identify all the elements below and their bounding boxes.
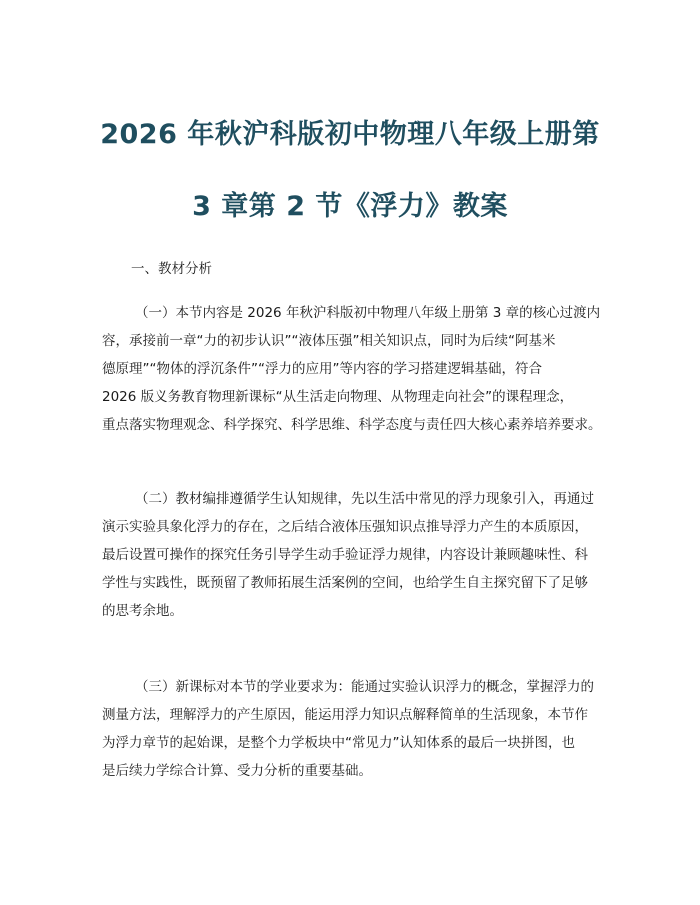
paragraph-2 (102, 485, 602, 625)
paragraph-line: （一）本节内容是 2026 年秋沪科版初中物理八年级上册第 3 章的核心过渡内 (135, 305, 601, 321)
document-title-line-1: 2026 年秋沪科版初中物理八年级上册第 (100, 119, 600, 150)
paragraph-line: 重点落实物理观念、科学探究、科学思维、科学态度与责任四大核心素养培养要求。 (102, 417, 602, 433)
paragraph-1 (102, 299, 602, 439)
paragraph-line: （二）教材编排遵循学生认知规律，先以生活中常见的浮力现象引入，再通过 (135, 491, 594, 507)
paragraph-line: （三）新课标对本节的学业要求为：能通过实验认识浮力的概念，掌握浮力的 (135, 679, 594, 695)
section-heading: 一、教材分析 (131, 261, 212, 277)
paragraph-line: 学性与实践性，既预留了教师拓展生活案例的空间，也给学生自主探究留下了足够 (102, 575, 588, 591)
paragraph-line: 为浮力章节的起始课，是整个力学板块中“常见力”认知体系的最后一块拼图，也 (102, 735, 575, 751)
paragraph-line: 2026 版义务教育物理新课标“从生活走向物理、从物理走向社会”的课程理念， (102, 389, 574, 405)
document-title-line-2: 3 章第 2 节《浮力》教案 (192, 191, 508, 222)
paragraph-line: 演示实验具象化浮力的存在，之后结合液体压强知识点推导浮力产生的本质原因， (102, 519, 588, 535)
paragraph-3 (102, 673, 602, 785)
paragraph-line: 德原理”“物体的浮沉条件”“浮力的应用”等内容的学习搭建逻辑基础，符合 (102, 361, 542, 377)
paragraph-line: 是后续力学综合计算、受力分析的重要基础。 (102, 763, 372, 779)
paragraph-line: 测量方法，理解浮力的产生原因，能运用浮力知识点解释简单的生活现象，本节作 (102, 707, 588, 723)
paragraph-line: 容，承接前一章“力的初步认识”“液体压强”相关知识点，同时为后续“阿基米 (102, 333, 556, 349)
paragraph-line: 最后设置可操作的探究任务引导学生动手验证浮力规律，内容设计兼顾趣味性、科 (102, 547, 588, 563)
paragraph-line: 的思考余地。 (102, 603, 183, 619)
